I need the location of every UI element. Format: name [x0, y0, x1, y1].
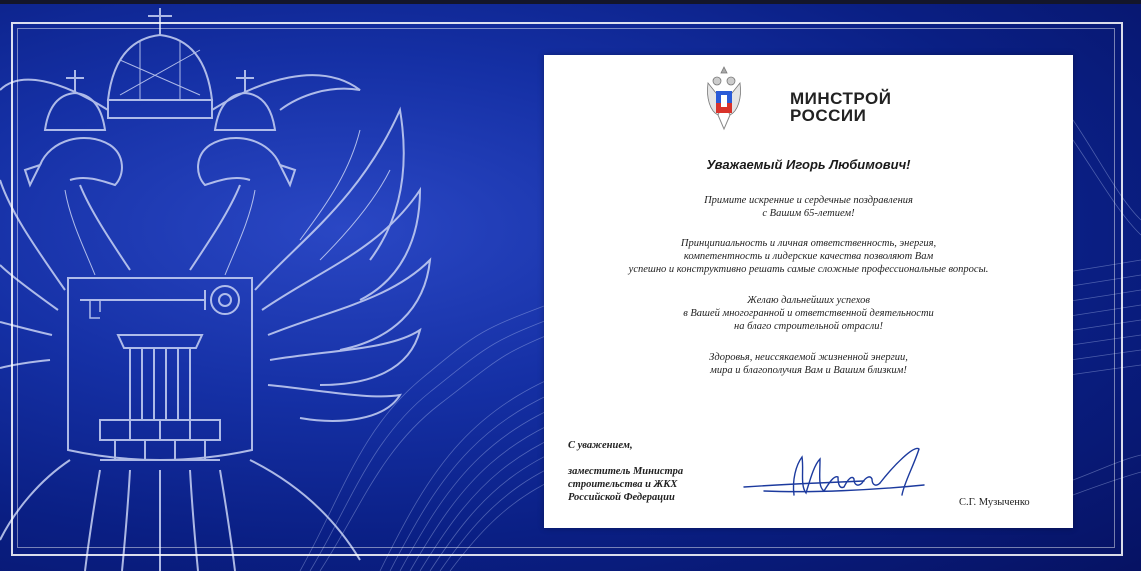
- paragraph-congratulations: [544, 194, 1073, 220]
- text-line: успешно и конструктивно решать самые сложные профессиональные вопросы.: [628, 264, 989, 275]
- text-line: на благо строительной отрасли!: [733, 321, 883, 332]
- text-line: в Вашей многогранной и ответственной деятельности: [683, 308, 934, 319]
- text-line: Желаю дальнейших успехов: [747, 295, 870, 306]
- signer-name: С.Г. Музыченко: [959, 497, 1030, 508]
- text-line: компетентность и лидерские качества позволяют Вам: [683, 251, 934, 262]
- paragraph-health: [544, 351, 1073, 377]
- paragraph-wishes: [544, 294, 1073, 333]
- logo-line-2: РОССИИ: [790, 106, 867, 125]
- ministry-emblem-icon: [704, 63, 744, 139]
- text-line: заместитель Министра: [568, 466, 684, 477]
- greeting-title: Уважаемый Игорь Любимович!: [706, 157, 911, 172]
- text-line: Здоровья, неиссякаемой жизненной энергии,: [709, 352, 908, 363]
- closing-text: С уважением,: [568, 440, 633, 451]
- text-line: Российской Федерации: [568, 492, 675, 503]
- handwritten-signature: [734, 435, 934, 505]
- text-line: Примите искренние и сердечные поздравления: [704, 195, 913, 206]
- text-line: с Вашим 65-летием!: [762, 208, 855, 219]
- logo-line-1: МИНСТРОЙ: [790, 89, 892, 108]
- paragraph-qualities: [544, 237, 1073, 276]
- text-line: строительства и ЖКХ: [568, 479, 678, 490]
- text-line: Принципиальность и личная ответственность, энергия,: [680, 238, 937, 249]
- text-line: мира и благополучия Вам и Вашим близким!: [710, 365, 907, 376]
- ministry-logo-text: [790, 90, 891, 124]
- signer-position: [568, 465, 683, 504]
- letter-paper: [544, 55, 1073, 528]
